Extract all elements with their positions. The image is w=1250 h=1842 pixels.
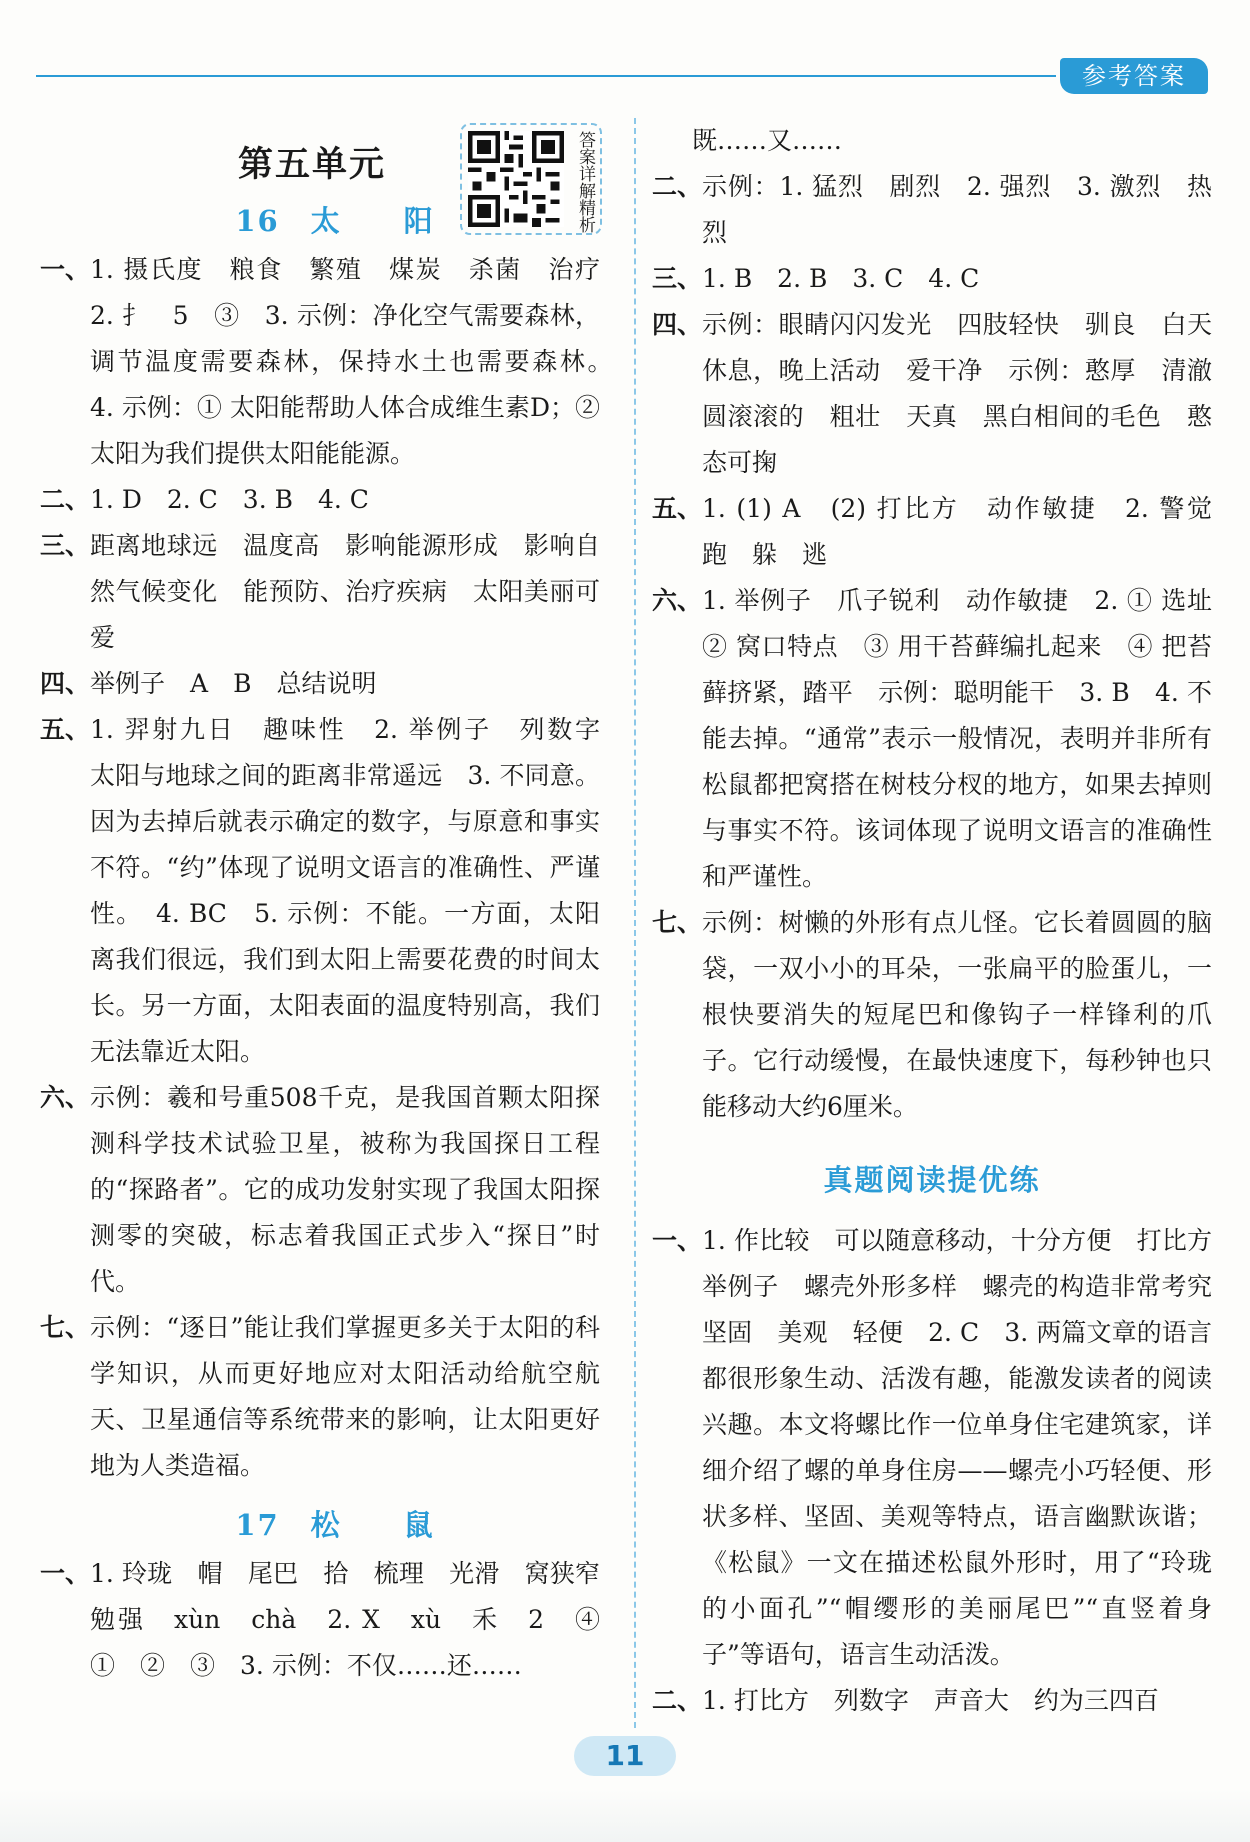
qr-code-icon[interactable] — [468, 131, 564, 227]
page-number: 11 — [605, 1739, 645, 1772]
item-text: 举例子 A B 总结说明 — [90, 669, 377, 698]
column-divider — [634, 118, 636, 1728]
item-text: 距离地球远 温度高 影响能源形成 影响自然气候变化 能预防、治疗疾病 太阳美丽可爱 — [90, 531, 600, 652]
item-text: 示例：羲和号重508千克，是我国首颗太阳探测科学技术试验卫星，被称为我国探日工程的“探路者”。它的成功发射实现了我国太阳探测零的突破，标志着我国正式步入“探日”时代。 — [90, 1083, 600, 1296]
item-text: 1. 摄氏度 粮食 繁殖 煤炭 杀菌 治疗 2. 扌 5 ③ 3. 示例：净化空气需要森林，调节温度需要森林，保持水土也需要森林。 4. 示例：① 太阳能帮助人体合成维生素D；② 太阳为我们提供太阳能能源。 — [90, 255, 626, 468]
answer-item — [652, 486, 1238, 578]
answer-item — [652, 1218, 1238, 1678]
item-number: 一、 — [40, 255, 91, 284]
item-number: 五、 — [40, 715, 91, 744]
unit-title: 第五单元 — [238, 144, 387, 185]
answer-item — [40, 1305, 600, 1489]
item-number: 二、 — [652, 172, 703, 201]
item-number: 六、 — [652, 586, 703, 615]
item-text: 1. (1) A (2) 打比方 动作敏捷 2. 警觉 跑 躲 逃 — [702, 494, 1238, 569]
item-text: 1. 羿射九日 趣味性 2. 举例子 列数字 太阳与地球之间的距离非常遥远 3. 不同意。因为去掉后就表示确定的数字，与原意和事实不符。“约”体现了说明文语言的准确性、严谨性。 4. BC 5. 示例：不能。一方面，太阳离我们很远，我们到太阳上需要花费的时间太长。另一方面，太阳表面的温度特别高，我们无法靠近太阳。 — [90, 715, 626, 1066]
answer-item — [652, 164, 1212, 256]
item-number: 四、 — [40, 669, 91, 698]
item-number: 七、 — [40, 1313, 91, 1342]
answer-item — [40, 523, 600, 661]
item-text: 示例：树懒的外形有点儿怪。它长着圆圆的脑袋，一双小小的耳朵，一张扁平的脸蛋儿，一根快要消失的短尾巴和像钩子一样锋利的爪子。它行动缓慢，在最快速度下，每秒钟也只能移动大约6厘米。 — [702, 908, 1212, 1121]
item-text: 1. 打比方 列数字 声音大 约为三四百 — [702, 1686, 1159, 1715]
answer-item — [40, 707, 626, 1075]
item-number: 七、 — [652, 908, 703, 937]
item-text: 示例：眼睛闪闪发光 四肢轻快 驯良 白天休息，晚上活动 爱干净 示例：憨厚 清澈 圆滚滚的 粗壮 天真 黑白相间的毛色 憨态可掬 — [702, 310, 1238, 477]
item-number: 三、 — [652, 264, 703, 293]
item-text: 1. 举例子 爪子锐利 动作敏捷 2. ① 选址 ② 窝口特点 ③ 用干苔藓编扎起来 ④ 把苔藓挤紧，踏平 示例：聪明能干 3. B 4. 不能去掉。“通常”表示一般情况，表明并非所有松鼠都把窝搭在树枝分杈的地方，如果去掉则与事实不符。该词体现了说明文语言的准确性和严谨性。 — [702, 586, 1238, 891]
item-text: 示例：1. 猛烈 剧烈 2. 强烈 3. 激烈 热烈 — [702, 172, 1212, 247]
page-bottom — [0, 1790, 1250, 1842]
right-column — [652, 118, 1238, 1724]
qr-box[interactable] — [460, 123, 602, 235]
answer-item — [40, 247, 626, 477]
item-number: 四、 — [652, 310, 703, 339]
answer-item — [40, 477, 600, 523]
answer-item — [652, 302, 1238, 486]
item-number: 二、 — [652, 1686, 703, 1715]
item-text: 1. 玲珑 帽 尾巴 拾 梳理 光滑 窝狭窄 勉强 xùn chà 2. X xù 禾 2 ④ ① ② ③ 3. 示例：不仅……还…… — [90, 1559, 626, 1680]
item-text: 1. 作比较 可以随意移动，十分方便 打比方 举例子 螺壳外形多样 螺壳的构造非常考究 坚固 美观 轻便 2. C 3. 两篇文章的语言都很形象生动、活泼有趣，能激发读者的阅读兴趣。本文将螺比作一位单身住宅建筑家，详细介绍了螺的单身住房——螺壳小巧轻便、形状多样、坚固、美观等特点，语言幽默诙谐；《松鼠》一文在描述松鼠外形时，用了“玲珑的小面孔”“帽缨形的美丽尾巴”“直竖着身子”等语句，语言生动活泼。 — [702, 1226, 1238, 1669]
item-number: 二、 — [40, 485, 91, 514]
section-title-squirrel: 17 松 鼠 — [235, 1508, 435, 1542]
header-rule — [36, 75, 1056, 77]
answer-item — [40, 1551, 626, 1689]
answer-item — [40, 661, 600, 707]
item-number: 一、 — [652, 1226, 703, 1255]
header-tag: 参考答案 — [1060, 58, 1208, 94]
item-text: 1. D 2. C 3. B 4. C — [90, 485, 369, 514]
answer-item — [40, 1075, 600, 1305]
item-number: 三、 — [40, 531, 91, 560]
answer-item — [652, 1678, 1212, 1724]
answer-item — [652, 900, 1212, 1130]
item-text: 示例：“逐日”能让我们掌握更多关于太阳的科学知识，从而更好地应对太阳活动给航空航天、卫星通信等系统带来的影响，让太阳更好地为人类造福。 — [90, 1313, 600, 1480]
continued-line: 既……又…… — [692, 126, 843, 155]
item-number: 一、 — [40, 1559, 91, 1588]
item-number: 六、 — [40, 1083, 91, 1112]
qr-caption: 答案详解精析 — [575, 131, 595, 233]
section-title-sun: 16 太 阳 — [235, 204, 435, 238]
answer-item — [652, 578, 1238, 900]
answer-item — [652, 256, 1212, 302]
section-title-practice: 真题阅读提优练 — [823, 1163, 1041, 1197]
item-text: 1. B 2. B 3. C 4. C — [702, 264, 980, 293]
item-number: 五、 — [652, 494, 703, 523]
left-column — [40, 115, 626, 1689]
